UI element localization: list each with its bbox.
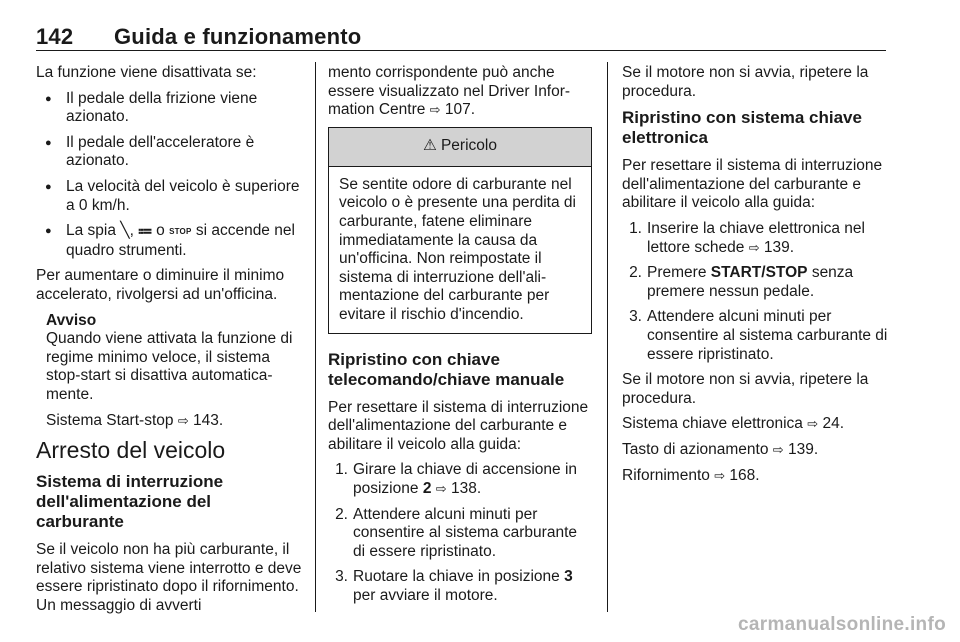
arrow-right-icon: ⇨ [177, 412, 189, 428]
subsection-heading: Ripristino con sistema chiave elettronica [622, 108, 862, 148]
arrow-right-icon: ⇨ [772, 441, 784, 457]
step-item: 3. Ruotare la chiave in posizione 3 per avviare il motore. [335, 568, 573, 604]
arrow-right-icon: ⇨ [748, 239, 760, 255]
wrench-icon: ╲ [120, 222, 130, 240]
cross-reference: Rifornimento ⇨ 168. [622, 466, 760, 484]
idle-paragraph: Per aumentare o diminuire il minimo accelerato, rivolgersi ad un'officina. [36, 267, 285, 303]
bullet-item: ● Il pedale della frizione viene azionato. [36, 90, 302, 127]
page-header [36, 24, 361, 50]
stop-icon: STOP [169, 227, 192, 237]
step-item: 1. Inserire la chiave elettronica nel lettore schede ⇨ 139. [629, 219, 865, 256]
step-item: 1. Girare la chiave di accensione in posizione 2 ⇨ 138. [335, 461, 578, 497]
fuel-cutoff-paragraph: Se il veicolo non ha più carburante, il relativo sistema viene interrotto e deve essere ripristinato dopo il rifornimento. Un messaggio di avverti [36, 541, 302, 614]
warning-icon: ⚠ [423, 137, 437, 155]
arrow-right-icon: ⇨ [714, 467, 726, 483]
step-item: 2. Premere START/STOP senza premere nessun pedale. [629, 264, 854, 300]
note-text: Quando viene attivata la funzione di regime minimo veloce, il sistema stop-start si disattiva automaticamente. [46, 330, 293, 403]
note-block [36, 312, 302, 431]
bullet-item: ● La velocità del veicolo è superiore a 0 km/h. [36, 178, 302, 215]
page-title: Guida e funzionamento [114, 24, 362, 49]
arrow-right-icon: ⇨ [429, 102, 441, 118]
continued-paragraph: mento corrispondente può anche essere visualizzato nel Driver Information Centre ⇨ 107. [328, 64, 571, 119]
intro-text: La funzione viene disattivata se: [36, 64, 257, 81]
arrow-right-icon: ⇨ [807, 416, 819, 432]
warning-header [329, 128, 591, 167]
reset-paragraph: Per resettare il sistema di interruzione dell'alimentazione del carburante e abilitare il veicolo alla guida: [328, 398, 589, 453]
column-divider-1 [315, 62, 316, 612]
step-item: 2. Attendere alcuni minuti per consentire al sistema carburante di essere ripristinato. [335, 505, 578, 560]
subsection-heading: Sistema di interruzione dell'alimentazione del carburante [36, 472, 224, 532]
section-heading: Arresto del veicolo [36, 437, 226, 464]
warning-box [328, 127, 592, 334]
cross-reference: Sistema chiave elettronica ⇨ 24. [622, 415, 845, 433]
warning-title: Pericolo [440, 137, 497, 155]
page-number: 142 [36, 24, 74, 49]
note-title: Avviso [46, 311, 97, 329]
column-divider-2 [607, 62, 608, 612]
cross-reference: Tasto di azionamento ⇨ 139. [622, 440, 819, 458]
header-rule [36, 50, 886, 51]
fuel-cutoff-icon: ⩴ [138, 222, 152, 240]
warning-text: Se sentite odore di carburante nel veicolo o è presente una perdita di carburante, fatene eliminare immediatamente la causa da un'officina. Non reimpostate il sistema di interruzione dell'alimentazione del carburante per evitare il rischio d'incendio. [339, 175, 576, 323]
bullet-item: ● La spia ╲, ⩴ o STOP si accende nel quadro strumenti. [36, 222, 302, 260]
step-item: 3. Attendere alcuni minuti per consentire al sistema carburante di essere ripristinato. [629, 308, 888, 363]
column-3 [622, 64, 888, 492]
cross-reference: Sistema Start-stop ⇨ 143. [46, 411, 224, 429]
reset-paragraph: Per resettare il sistema di interruzione dell'alimentazione del carburante e abilitare il veicolo alla guida: [622, 157, 883, 212]
subsection-heading: Ripristino con chiave telecomando/chiave manuale [328, 349, 565, 389]
retry-paragraph: Se il motore non si avvia, ripetere la procedura. [622, 371, 869, 407]
column-2 [328, 64, 592, 612]
retry-paragraph: Se il motore non si avvia, ripetere la procedura. [622, 64, 869, 100]
bullet-item: ● Il pedale dell'acceleratore è azionato. [36, 134, 302, 171]
arrow-right-icon: ⇨ [435, 480, 447, 496]
watermark: carmanualsonline.info [738, 614, 946, 635]
column-1 [36, 64, 302, 622]
